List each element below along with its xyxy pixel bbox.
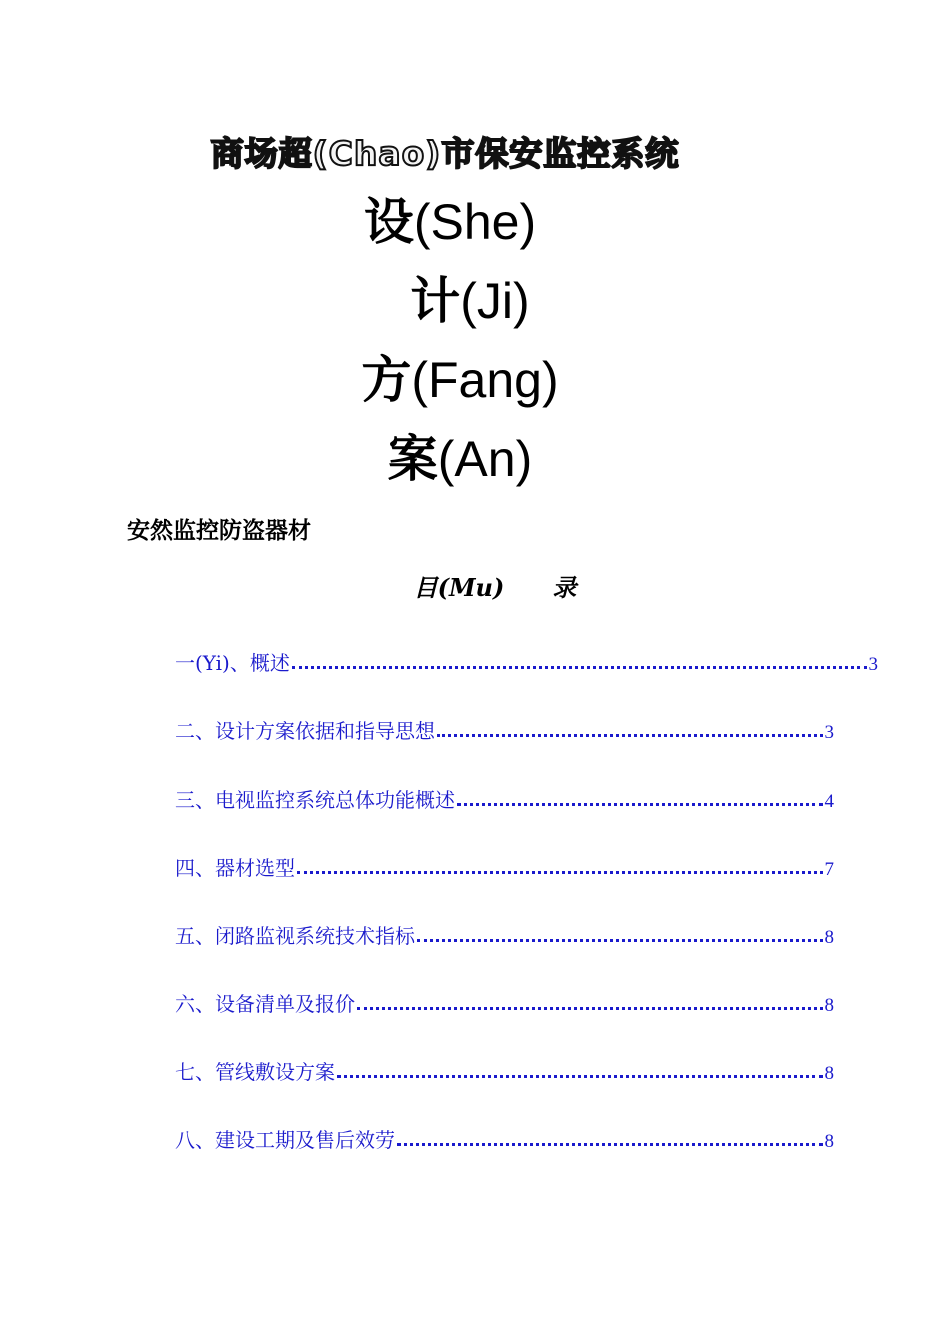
toc-item-page: 4 (824, 791, 834, 812)
toc-leader (437, 714, 823, 737)
title-char-she: 设 (363, 192, 414, 251)
title-pinyin-an: (An) (437, 431, 533, 487)
toc-item-page: 7 (824, 859, 834, 880)
toc-leader (337, 1055, 823, 1078)
toc-item-technical-specs[interactable] (175, 920, 834, 948)
toc-item-label: 八、建设工期及售后效劳 (175, 1128, 395, 1152)
toc-leader (357, 987, 823, 1010)
title-char-ji: 计 (410, 271, 461, 330)
toc-item-page: 3 (824, 722, 834, 743)
toc-item-cabling-plan[interactable] (175, 1056, 834, 1084)
toc-item-label: 四、器材选型 (175, 856, 295, 880)
toc-leader (292, 646, 867, 669)
toc-leader (417, 919, 823, 942)
toc-heading (0, 568, 950, 603)
toc-item-label: 七、管线敷设方案 (175, 1060, 335, 1084)
toc-item-overview[interactable] (175, 647, 878, 675)
toc-item-label: 二、设计方案依据和指导思想 (175, 719, 435, 743)
toc-item-page: 8 (824, 927, 834, 948)
toc-leader (297, 851, 823, 874)
toc-item-page: 8 (824, 995, 834, 1016)
toc-item-label: 六、设备清单及报价 (175, 992, 355, 1016)
title-line-she (0, 192, 900, 252)
toc-item-equipment-list[interactable] (175, 988, 834, 1016)
title-char-fang: 方 (361, 350, 412, 409)
title-line-an (10, 429, 910, 489)
toc-item-equipment-selection[interactable] (175, 852, 834, 880)
toc-leader (397, 1123, 823, 1146)
toc-item-design-basis[interactable] (175, 715, 834, 743)
title-char-an: 案 (387, 429, 438, 488)
toc-item-label: 一(Yi)、概述 (175, 651, 290, 675)
toc-item-label: 三、电视监控系统总体功能概述 (175, 788, 455, 812)
company-name: 安然监控防盗器材 (127, 518, 311, 544)
toc-item-label: 五、闭路监视系统技术指标 (175, 924, 415, 948)
toc-item-schedule-service[interactable] (175, 1124, 834, 1152)
toc-leader (457, 783, 823, 806)
toc-item-page: 3 (868, 654, 878, 675)
toc-item-page: 8 (824, 1063, 834, 1084)
toc-item-function-overview[interactable] (175, 784, 834, 812)
title-line-fang (10, 350, 910, 410)
toc-heading-left: 目(Mu) (413, 573, 505, 602)
toc-heading-right: 录 (552, 573, 577, 602)
title-pinyin-ji: (Ji) (460, 273, 530, 329)
main-title: 商场超(Chao)市保安监控系统 (210, 134, 680, 173)
toc-item-page: 8 (824, 1131, 834, 1152)
title-line-ji (20, 271, 920, 331)
title-pinyin-fang: (Fang) (411, 352, 559, 408)
title-pinyin-she: (She) (413, 194, 537, 250)
